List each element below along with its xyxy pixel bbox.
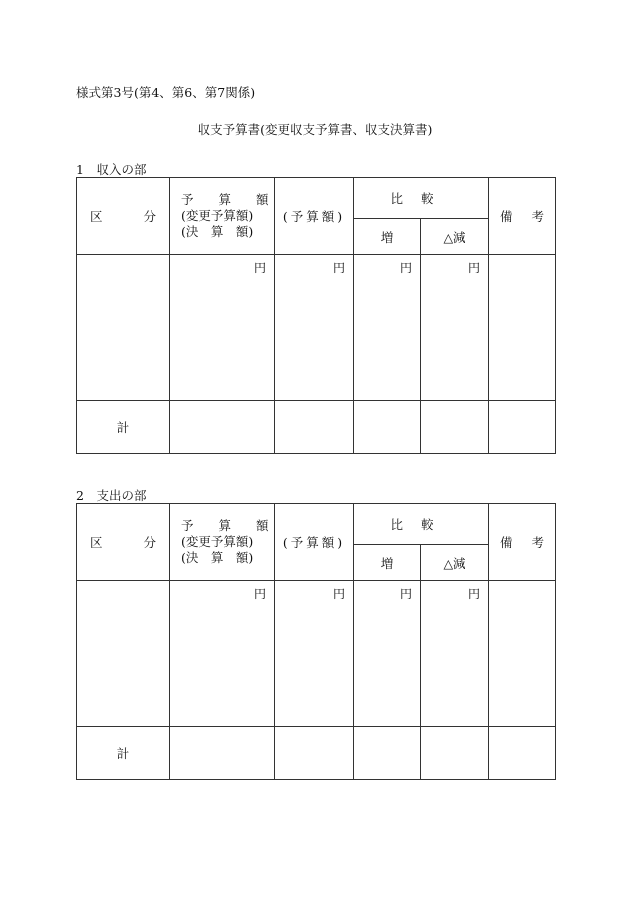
total-label: 計 bbox=[77, 727, 170, 780]
header-increase: 増 bbox=[354, 219, 421, 255]
body-kubun-cell bbox=[77, 581, 170, 727]
unit-label: 円 bbox=[354, 581, 421, 727]
header-prior-budget: (予算額) bbox=[275, 504, 354, 581]
total-cell bbox=[354, 727, 421, 780]
body-remarks-cell bbox=[489, 581, 556, 727]
body-remarks-cell bbox=[489, 255, 556, 401]
header-budget bbox=[170, 504, 275, 581]
document-title: 収支予算書(変更収支予算書、収支決算書) bbox=[197, 122, 433, 137]
header-increase: 増 bbox=[354, 545, 421, 581]
total-cell bbox=[170, 727, 275, 780]
header-remarks-right: 考 bbox=[531, 535, 545, 550]
form-number: 様式第3号(第4、第6、第7関係) bbox=[76, 85, 256, 100]
total-cell bbox=[354, 401, 421, 454]
total-cell bbox=[421, 401, 489, 454]
header-budget-line2: (変更予算額) bbox=[181, 534, 254, 549]
header-budget-line2: (変更予算額) bbox=[181, 208, 254, 223]
income-table bbox=[76, 177, 556, 454]
header-comparison-label: 比較 bbox=[390, 517, 452, 532]
unit-label: 円 bbox=[170, 255, 275, 401]
header-kubun-right: 分 bbox=[143, 209, 156, 224]
unit-label: 円 bbox=[421, 581, 489, 727]
header-prior-budget: (予算額) bbox=[275, 178, 354, 255]
header-remarks-left: 備 bbox=[500, 209, 513, 224]
header-remarks-right: 考 bbox=[531, 209, 545, 224]
total-label: 計 bbox=[77, 401, 170, 454]
unit-label: 円 bbox=[354, 255, 421, 401]
header-comparison bbox=[354, 178, 489, 219]
header-kubun bbox=[77, 504, 170, 581]
header-budget-line3: (決 算 額) bbox=[181, 550, 254, 565]
header-remarks bbox=[489, 504, 556, 581]
header-remarks-left: 備 bbox=[500, 535, 513, 550]
header-decrease: △減 bbox=[421, 219, 489, 255]
header-budget bbox=[170, 178, 275, 255]
unit-label: 円 bbox=[275, 581, 354, 727]
unit-label: 円 bbox=[170, 581, 275, 727]
header-comparison-label: 比較 bbox=[390, 191, 452, 206]
section-title-expenditure: 2 支出の部 bbox=[76, 488, 147, 503]
total-cell bbox=[170, 401, 275, 454]
header-budget-line1: 予 算 額 bbox=[181, 518, 269, 533]
section-title-income: 1 収入の部 bbox=[76, 162, 147, 177]
total-cell bbox=[489, 727, 556, 780]
total-cell bbox=[489, 401, 556, 454]
header-remarks bbox=[489, 178, 556, 255]
total-cell bbox=[275, 401, 354, 454]
header-kubun-right: 分 bbox=[143, 535, 156, 550]
header-kubun-left: 区 bbox=[90, 209, 103, 224]
unit-label: 円 bbox=[421, 255, 489, 401]
header-comparison bbox=[354, 504, 489, 545]
header-budget-line1: 予 算 額 bbox=[181, 192, 269, 207]
unit-label: 円 bbox=[275, 255, 354, 401]
body-kubun-cell bbox=[77, 255, 170, 401]
header-kubun-left: 区 bbox=[90, 535, 103, 550]
header-kubun bbox=[77, 178, 170, 255]
total-cell bbox=[421, 727, 489, 780]
header-decrease: △減 bbox=[421, 545, 489, 581]
header-budget-line3: (決 算 額) bbox=[181, 224, 254, 239]
expenditure-table bbox=[76, 503, 556, 780]
total-cell bbox=[275, 727, 354, 780]
